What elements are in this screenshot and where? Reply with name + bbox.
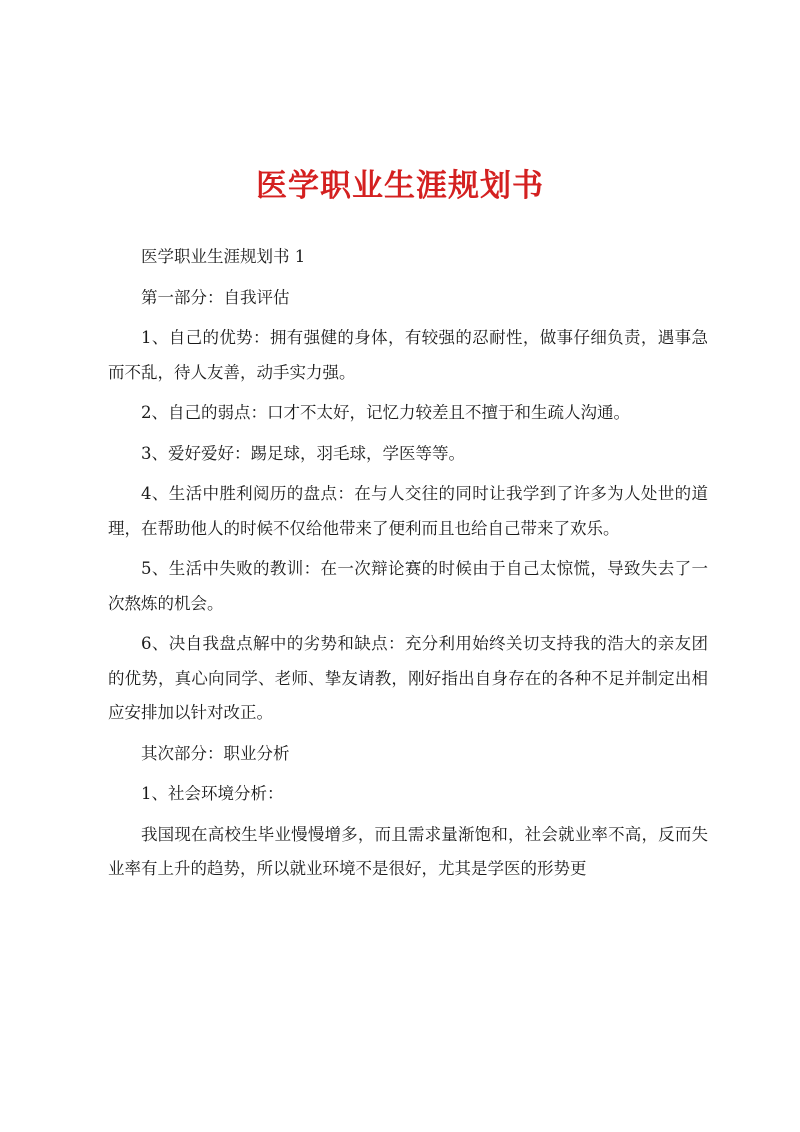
document-title: 医学职业生涯规划书 (256, 168, 544, 204)
paragraph-hobbies: 3、爱好爱好：踢足球，羽毛球，学医等等。 (141, 443, 465, 463)
paragraph-weaknesses: 2、自己的弱点：口才不太好，记忆力较差且不擅于和生疏人沟通。 (141, 403, 630, 422)
paragraph-social-analysis: 我国现在高校生毕业慢慢增多，而且需求量渐饱和，社会就业率不高，反而失业率有上升的趋势，所以就业环境不是很好，尤其是学医的形势更 (108, 824, 708, 878)
paragraph-improvement: 6、决自我盘点解中的劣势和缺点：充分利用始终关切支持我的浩大的亲友团的优势，真心向同学、老师、挚友请教，刚好指出自身存在的各种不足并制定出相应安排加以针对改正。 (108, 634, 708, 722)
paragraph-section-heading: 第一部分：自我评估 (141, 287, 290, 307)
paragraph-strengths: 1、自己的优势：拥有强健的身体，有较强的忍耐性，做事仔细负责，遇事急而不乱，待人友善，动手实力强。 (108, 328, 708, 382)
paragraph-successes: 4、生活中胜利阅历的盘点：在与人交往的同时让我学到了许多为人处世的道理，在帮助他人的时候不仅给他带来了便利而且也给自己带来了欢乐。 (108, 484, 708, 538)
paragraph-subtitle: 医学职业生涯规划书 1 (141, 247, 306, 266)
paragraph-failures: 5、生活中失败的教训：在一次辩论赛的时候由于自己太惊慌，导致失去了一次熬炼的机会。 (108, 559, 708, 613)
paragraph-social-analysis-heading: 1、社会环境分析： (141, 784, 284, 803)
document-body (108, 240, 708, 893)
paragraph-section-heading: 其次部分：职业分析 (141, 743, 290, 763)
